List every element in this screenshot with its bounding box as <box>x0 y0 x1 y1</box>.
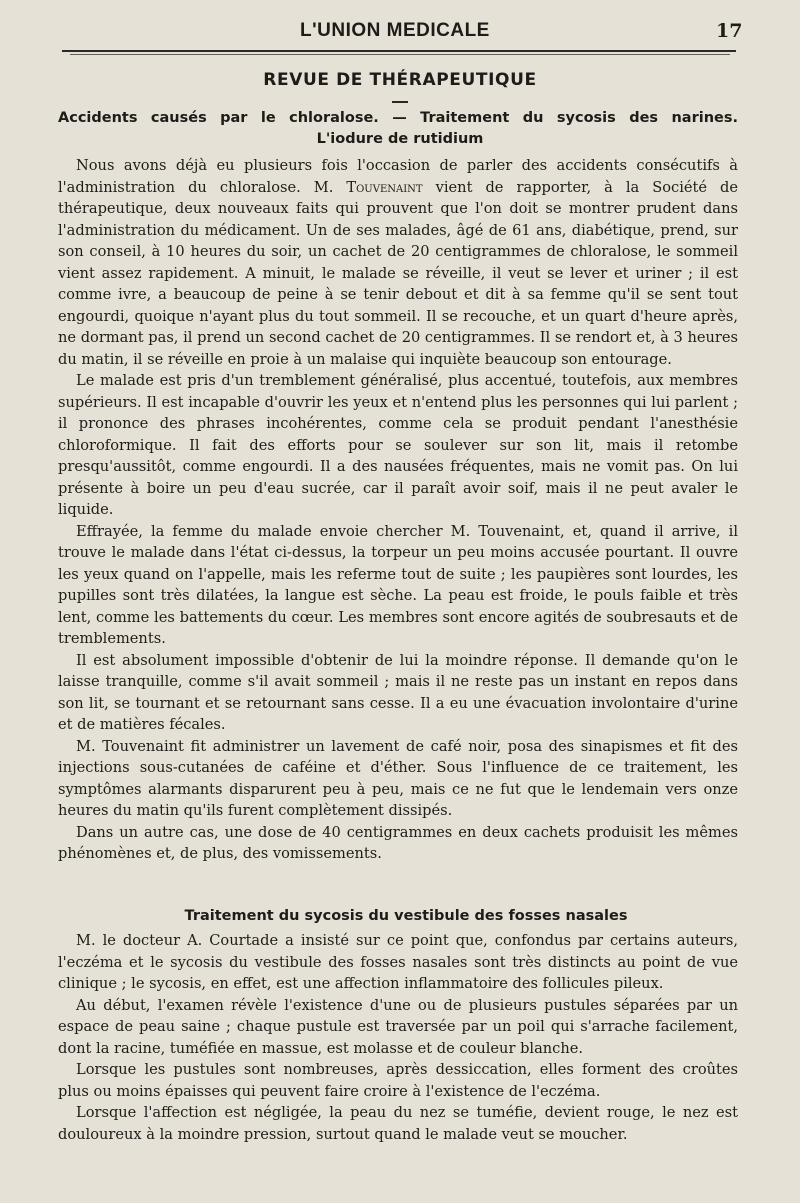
paragraph-text: vient de rapporter, à la Société de thérapeutique, deux nouveaux faits qui prouvent que l'on doit se montrer prudent dans l'administration du médicament. Un de ses malades, âgé de 61 ans, diabétique, prend, sur son conseil, à 10 heures du soir, un cachet de 20 centigrammes de chloralose, le sommeil vient assez rapidement. A minuit, le malade se réveille, il veut se lever et uriner ; il est comme ivre, a beaucoup de peine à se tenir debout et dit à sa femme qu'il se sent tout engourdi, quoique n'ayant plus du tout sommeil. Il se recouche, et un quart d'heure après, ne dormant pas, il prend un second cachet de 20 centigrammes. Il se rendort et, à 3 heures du matin, il se réveille en proie à un malaise qui inquiète beaucoup son entourage. <box>58 178 738 368</box>
header-rule-thin <box>70 54 730 55</box>
paragraph: Dans un autre cas, une dose de 40 centigrammes en deux cachets produisit les mêmes phénomènes et, de plus, des vomissements. <box>58 823 738 862</box>
journal-title: L'UNION MEDICALE <box>300 20 490 41</box>
article-body-sycosis <box>58 930 738 1145</box>
paragraph-text: Nous avons déjà eu plusieurs fois l'occasion de parler des accidents consécutifs à l'administration du chloralose. M. <box>58 157 738 196</box>
section-title: REVUE DE THÉRAPEUTIQUE <box>263 70 537 90</box>
paragraph <box>58 155 738 370</box>
paragraph: Il est absolument impossible d'obtenir de lui la moindre réponse. Il demande qu'on le laisse tranquille, comme s'il avait sommeil ; mais il ne reste pas un instant en repos dans son lit, se tournant et se retournant sans cesse. Il a eu une évacuation involontaire d'urine et de matières fécales. <box>58 651 738 733</box>
paragraph: Lorsque l'affection est négligée, la peau du nez se tuméfie, devient rouge, le nez est douloureux à la moindre pression, surtout quand le malade veut se moucher. <box>58 1104 738 1143</box>
article-title: Accidents causés par le chloralose. — Traitement du sycosis des narines. <box>58 110 738 126</box>
section-divider <box>392 101 408 103</box>
paragraph: Au début, l'examen révèle l'existence d'une ou de plusieurs pustules séparées par un espace de peau saine ; chaque pustule est traversée par un poil qui s'arrache facilement, dont la racine, tuméfiée en massue, est molasse et de couleur blanche. <box>58 996 738 1057</box>
article-body-chloralose <box>58 155 738 865</box>
paragraph: Lorsque les pustules sont nombreuses, après dessiccation, elles forment des croûtes plus ou moins épaisses qui peuvent faire croire à l'existence de l'eczéma. <box>58 1061 738 1100</box>
page-number: 17 <box>716 20 743 42</box>
article-subtitle: L'iodure de rutidium <box>316 131 484 147</box>
paragraph: M. le docteur A. Courtade a insisté sur ce point que, confondus par certains auteurs, l'eczéma et le sycosis du vestibule des fosses nasales sont très distincts au point de vue clinique ; le sycosis, en effet, est une affection inflammatoire des follicules pileux. <box>58 932 738 992</box>
paragraph: M. Touvenaint fit administrer un lavement de café noir, posa des sinapismes et fit des injections sous-cutanées de caféine et d'éther. Sous l'influence de ce traitement, les symptômes alarmants disparurent peu à peu, mais ce ne fut que le lendemain vers onze heures du matin qu'ils furent complètement dissipés. <box>58 737 738 819</box>
paragraph: Le malade est pris d'un tremblement généralisé, plus accentué, toutefois, aux membres supérieurs. Il est incapable d'ouvrir les yeux et n'entend plus les personnes qui lui parlent ; il prononce des phrases incohérentes, comme cela se produit pendant l'anesthésie chloroformique. Il fait des efforts pour se soulever sur son lit, mais il retombe presqu'aussitôt, comme engourdi. Il a des nausées fréquentes, mais ne vomit pas. On lui présente à boire un peu d'eau sucrée, car il paraît avoir soif, mais il ne peut avaler le liquide. <box>58 372 738 518</box>
header-rule <box>62 50 736 52</box>
subsection-title: Traitement du sycosis du vestibule des fosses nasales <box>184 908 628 924</box>
paragraph: Effrayée, la femme du malade envoie chercher M. Touvenaint, et, quand il arrive, il trouve le malade dans l'état ci-dessus, la torpeur un peu moins accusée pourtant. Il ouvre les yeux quand on l'appelle, mais les referme tout de suite ; les paupières sont lourdes, les pupilles sont très dilatées, la langue est sèche. La peau est froide, le pouls faible et très lent, comme les battements du cœur. Les membres sont encore agités de soubresauts et de tremblements. <box>58 522 738 647</box>
author-name: Touvenaint <box>346 178 423 196</box>
running-head <box>0 14 800 46</box>
